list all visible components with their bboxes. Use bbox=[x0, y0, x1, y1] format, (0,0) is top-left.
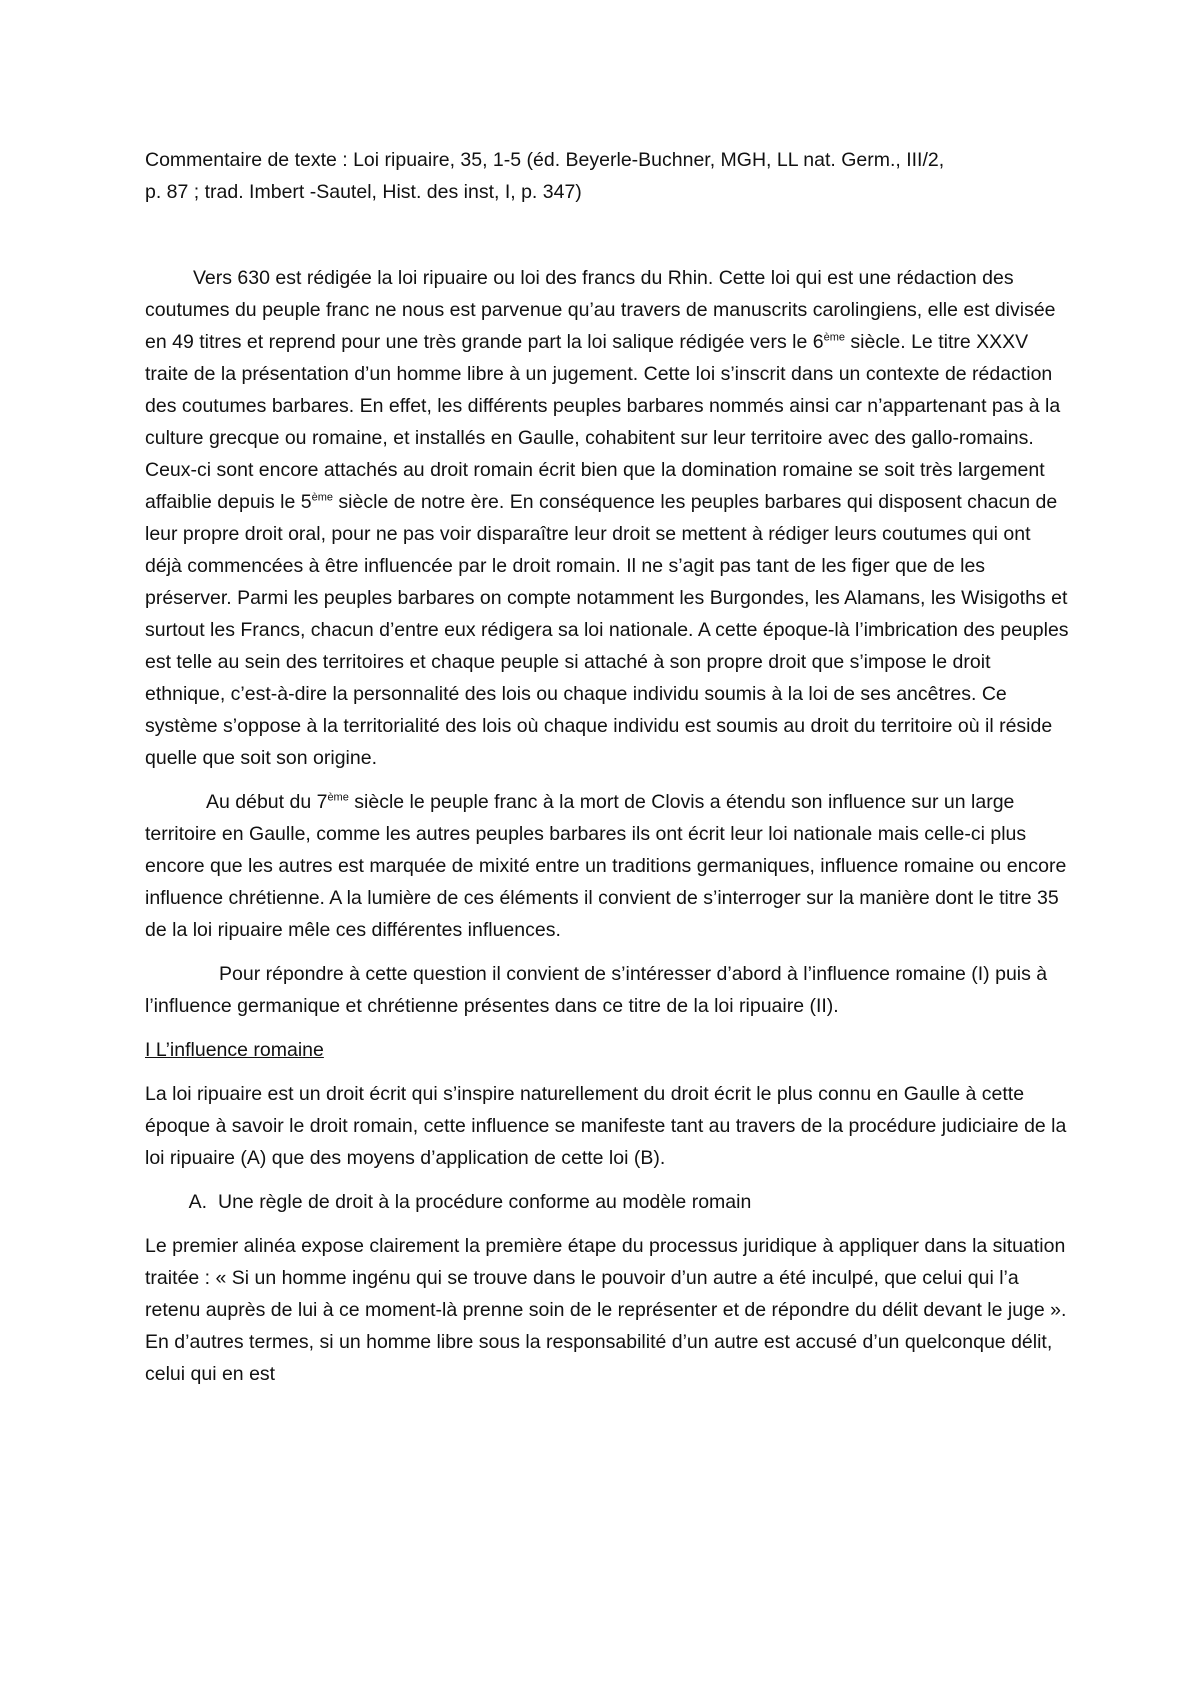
paragraph-context-part1: Au début du 7 bbox=[206, 791, 328, 813]
paragraph-plan: Pour répondre à cette question il convient de s’intéresser d’abord à l’influence romaine (I) puis à l’influence germanique et chrétienne présentes dans ce titre de la loi ripuaire (II). bbox=[145, 963, 1048, 1017]
title-line-2: p. 87 ; trad. Imbert -Sautel, Hist. des inst, I, p. 347) bbox=[145, 181, 582, 203]
title-line-1: Commentaire de texte : Loi ripuaire, 35, 1-5 (éd. Beyerle-Buchner, MGH, LL nat. Germ., III/2, bbox=[145, 149, 945, 171]
subsection-heading-a bbox=[145, 1186, 1070, 1218]
paragraph-analysis: Le premier alinéa expose clairement la première étape du processus juridique à appliquer dans la situation traitée : « Si un homme ingénu qui se trouve dans le pouvoir d’un autre a été inculpé, que celui qui l’a retenu auprès de lui à ce moment-là prenne soin de le représenter et de répondre du délit devant le juge ». En d’autres termes, si un homme libre sous la responsabilité d’un autre est accusé d’un quelconque délit, celui qui en est bbox=[145, 1235, 1067, 1385]
document-title bbox=[145, 144, 1070, 208]
subsection-title: Une règle de droit à la procédure conforme au modèle romain bbox=[218, 1191, 752, 1213]
superscript-eme: ème bbox=[823, 331, 845, 344]
superscript-eme: ème bbox=[327, 791, 349, 804]
paragraph-context bbox=[145, 786, 1070, 946]
spacer bbox=[145, 208, 1070, 262]
paragraph-intro-part3: siècle de notre ère. En conséquence les peuples barbares qui disposent chacun de leur propre droit oral, pour ne pas voir disparaître leur droit se mettent à rédiger leurs coutumes qui ont déjà commencées à être influencée par le droit romain. Il ne s’agit pas tant de les figer que de les préserver. Parmi les peuples barbares on compte notamment les Burgondes, les Alamans, les Wisigoths et surtout les Francs, chacun d’entre eux rédigera sa loi nationale. A cette époque-là l’imbrication des peuples est telle au sein des territoires et chaque peuple si attaché à son propre droit que s’impose le droit ethnique, c’est-à-dire la personnalité des lois ou chaque individu soumis à la loi de ses ancêtres. Ce système s’oppose à la territorialité des lois où chaque individu est soumis au droit du territoire où il réside quelle que soit son origine. bbox=[145, 491, 1069, 769]
subsection-marker: A. bbox=[188, 1191, 207, 1213]
paragraph-section-intro: La loi ripuaire est un droit écrit qui s’inspire naturellement du droit écrit le plus connu en Gaulle à cette époque à savoir le droit romain, cette influence se manifeste tant au travers de la procédure judiciaire de la loi ripuaire (A) que des moyens d’application de cette loi (B). bbox=[145, 1083, 1067, 1169]
document-page bbox=[145, 144, 1070, 1402]
section-title-influence-romaine: I L’influence romaine bbox=[145, 1039, 324, 1061]
paragraph-context-part2: siècle le peuple franc à la mort de Clovis a étendu son influence sur un large territoire en Gaulle, comme les autres peuples barbares ils ont écrit leur loi nationale mais celle-ci plus encore que les autres est marquée de mixité entre un traditions germaniques, influence romaine ou encore influence chrétienne. A la lumière de ces éléments il convient de s’interroger sur la manière dont le titre 35 de la loi ripuaire mêle ces différentes influences. bbox=[145, 791, 1067, 941]
paragraph-intro-part1: Vers 630 est rédigée la loi ripuaire ou loi des francs du Rhin. Cette loi qui est une rédaction des coutumes du peuple franc ne nous est parvenue qu’au travers de manuscrits carolingiens, elle est divisée en 49 titres et reprend pour une très grande part la loi salique rédigée vers le 6 bbox=[145, 267, 1056, 353]
superscript-eme: ème bbox=[311, 491, 334, 504]
paragraph-intro-part2: siècle. Le titre XXXV traite de la présentation d’un homme libre à un jugement. Cette loi s’inscrit dans un contexte de rédaction des coutumes barbares. En effet, les différents peuples barbares nommés ainsi car n’appartenant pas à la culture grecque ou romaine, et installés en Gaulle, cohabitent sur leur territoire avec des gallo-romains. Ceux-ci sont encore attachés au droit romain écrit bien que la domination romaine se soit très largement affaiblie depuis le 5 bbox=[145, 331, 1061, 513]
paragraph-intro bbox=[145, 262, 1070, 774]
